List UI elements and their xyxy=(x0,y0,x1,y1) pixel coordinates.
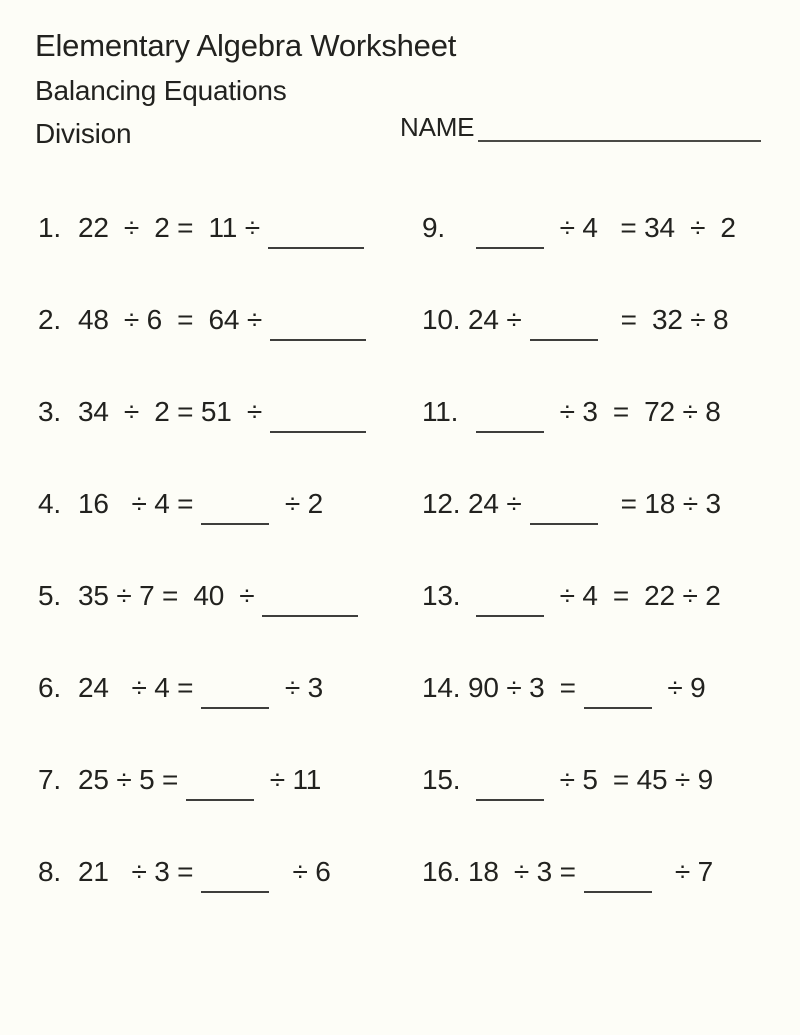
problem-row-14 xyxy=(422,670,800,762)
answer-blank xyxy=(201,509,269,525)
problem-text-post: = 32 ÷ 8 xyxy=(605,304,729,335)
answer-blank xyxy=(476,601,544,617)
answer-blank xyxy=(530,509,598,525)
problem-row-15 xyxy=(422,762,800,854)
problem-row-1 xyxy=(38,210,422,302)
problem-text-pre: 24 ÷ xyxy=(468,304,522,335)
answer-blank xyxy=(270,417,366,433)
answer-blank xyxy=(476,233,544,249)
problem-row-5 xyxy=(38,578,422,670)
problem-number: 6. xyxy=(38,672,61,703)
problem-row-12 xyxy=(422,486,800,578)
worksheet-subtitle: Balancing Equations xyxy=(35,75,287,106)
problem-number: 1. xyxy=(38,212,61,243)
problem-number: 16. xyxy=(422,856,461,887)
name-field xyxy=(400,112,756,143)
problems-column-left xyxy=(38,210,422,946)
answer-blank xyxy=(201,877,269,893)
answer-blank xyxy=(186,785,254,801)
problem-number: 2. xyxy=(38,304,61,335)
problem-number: 4. xyxy=(38,488,61,519)
problem-text-pre: 22 ÷ 2 = 11 ÷ xyxy=(78,212,260,243)
problem-number: 7. xyxy=(38,764,61,795)
problem-text-pre: 24 ÷ 4 = xyxy=(78,672,194,703)
problem-text-post: ÷ 2 xyxy=(277,488,324,519)
answer-blank xyxy=(201,693,269,709)
problem-text-post: ÷ 4 = 34 ÷ 2 xyxy=(552,212,736,243)
answer-blank xyxy=(476,785,544,801)
problem-number: 3. xyxy=(38,396,61,427)
problem-number: 10. xyxy=(422,304,461,335)
worksheet-title: Elementary Algebra Worksheet xyxy=(35,28,457,63)
problem-row-7 xyxy=(38,762,422,854)
problem-text-post: ÷ 6 xyxy=(277,856,331,887)
name-blank-line xyxy=(478,116,761,142)
problem-row-9 xyxy=(422,210,800,302)
problem-text-post: ÷ 3 xyxy=(277,672,324,703)
answer-blank xyxy=(584,877,652,893)
problem-text-post: ÷ 9 xyxy=(659,672,706,703)
problem-text-post: ÷ 11 xyxy=(262,764,322,795)
problem-text-post: = 18 ÷ 3 xyxy=(605,488,721,519)
answer-blank xyxy=(268,233,364,249)
problem-text-pre: 48 ÷ 6 = 64 ÷ xyxy=(78,304,262,335)
answer-blank xyxy=(530,325,598,341)
problem-number: 15. xyxy=(422,764,461,795)
problem-text-pre: 90 ÷ 3 = xyxy=(468,672,576,703)
worksheet-header xyxy=(35,27,456,152)
problem-row-10 xyxy=(422,302,800,394)
problem-row-2 xyxy=(38,302,422,394)
problem-text-pre: 16 ÷ 4 = xyxy=(78,488,194,519)
problem-text-post: ÷ 5 = 45 ÷ 9 xyxy=(552,764,714,795)
worksheet-topic: Division xyxy=(35,118,132,149)
problem-text-pre: 34 ÷ 2 = 51 ÷ xyxy=(78,396,262,427)
problems-column-right xyxy=(422,210,800,946)
problem-number: 11. xyxy=(422,396,459,427)
answer-blank xyxy=(584,693,652,709)
problem-text-pre: 18 ÷ 3 = xyxy=(468,856,576,887)
problem-number: 5. xyxy=(38,580,61,611)
answer-blank xyxy=(270,325,366,341)
problem-text-post: ÷ 3 = 72 ÷ 8 xyxy=(552,396,721,427)
problem-number: 14. xyxy=(422,672,461,703)
problem-row-13 xyxy=(422,578,800,670)
problem-text-pre: 24 ÷ xyxy=(468,488,522,519)
answer-blank xyxy=(262,601,358,617)
problem-text-pre: 21 ÷ 3 = xyxy=(78,856,194,887)
problem-row-3 xyxy=(38,394,422,486)
problem-number: 13. xyxy=(422,580,461,611)
problem-row-16 xyxy=(422,854,800,946)
problem-row-8 xyxy=(38,854,422,946)
problem-text-post: ÷ 4 = 22 ÷ 2 xyxy=(552,580,721,611)
problem-number: 12. xyxy=(422,488,461,519)
name-label: NAME xyxy=(400,112,475,142)
problem-number: 8. xyxy=(38,856,61,887)
problem-text-pre: 35 ÷ 7 = 40 ÷ xyxy=(78,580,255,611)
problem-row-4 xyxy=(38,486,422,578)
problem-row-6 xyxy=(38,670,422,762)
problem-number: 9. xyxy=(422,212,445,243)
answer-blank xyxy=(476,417,544,433)
problem-row-11 xyxy=(422,394,800,486)
problem-text-pre: 25 ÷ 5 = xyxy=(78,764,179,795)
problem-text-post: ÷ 7 xyxy=(659,856,714,887)
